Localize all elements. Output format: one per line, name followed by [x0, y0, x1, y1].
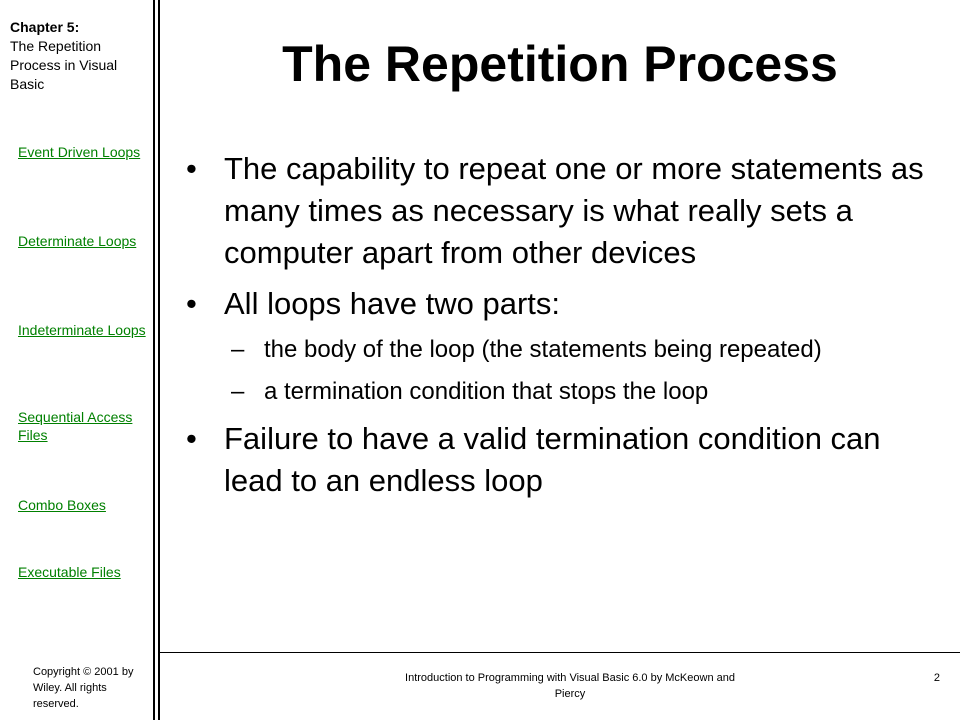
bullet-text: All loops have two parts: [224, 286, 561, 321]
sub-bullet-marker: – [231, 336, 245, 363]
nav-link-executable-files[interactable]: Executable Files [18, 564, 121, 580]
sub-bullet-text: a termination condition that stops the loop [264, 378, 709, 405]
slide-title: The Repetition Process [282, 36, 838, 92]
nav-link-sequential-access-files[interactable]: Sequential Access Files [18, 409, 133, 443]
nav-link-combo-boxes[interactable]: Combo Boxes [18, 497, 106, 513]
footer-divider [160, 652, 960, 653]
chapter-label: Chapter 5: [10, 19, 80, 35]
bullet-text: Failure to have a valid termination condition can lead to an endless loop [224, 421, 881, 498]
chapter-title: The Repetition Process in Visual Basic [10, 38, 118, 92]
sub-bullet-marker: – [231, 378, 245, 405]
nav-link-determinate-loops[interactable]: Determinate Loops [18, 233, 137, 249]
bullet-marker: • [186, 421, 197, 456]
sub-bullet-item [186, 376, 946, 408]
bullet-item [186, 148, 946, 274]
chapter-heading [10, 18, 150, 94]
footer-text: Introduction to Programming with Visual Basic 6.0 by McKeown and Piercy [405, 672, 735, 700]
sub-bullet-text: the body of the loop (the statements being repeated) [264, 336, 822, 363]
bullet-marker: • [186, 151, 197, 186]
copyright-notice: Copyright © 2001 by Wiley. All rights reserved. [33, 666, 134, 710]
page-number: 2 [933, 672, 940, 684]
sidebar-divider-right [158, 0, 160, 720]
sub-bullet-item [186, 334, 946, 366]
nav-link-indeterminate-loops[interactable]: Indeterminate Loops [18, 322, 146, 338]
slide-body [186, 148, 946, 511]
bullet-item [186, 283, 946, 325]
bullet-text: The capability to repeat one or more statements as many times as necessary is what really sets a computer apart from other devices [224, 151, 924, 270]
bullet-item [186, 418, 946, 502]
sidebar-divider-left [153, 0, 155, 720]
nav-link-event-driven-loops[interactable]: Event Driven Loops [18, 144, 141, 160]
sidebar [0, 0, 150, 720]
bullet-marker: • [186, 286, 197, 321]
